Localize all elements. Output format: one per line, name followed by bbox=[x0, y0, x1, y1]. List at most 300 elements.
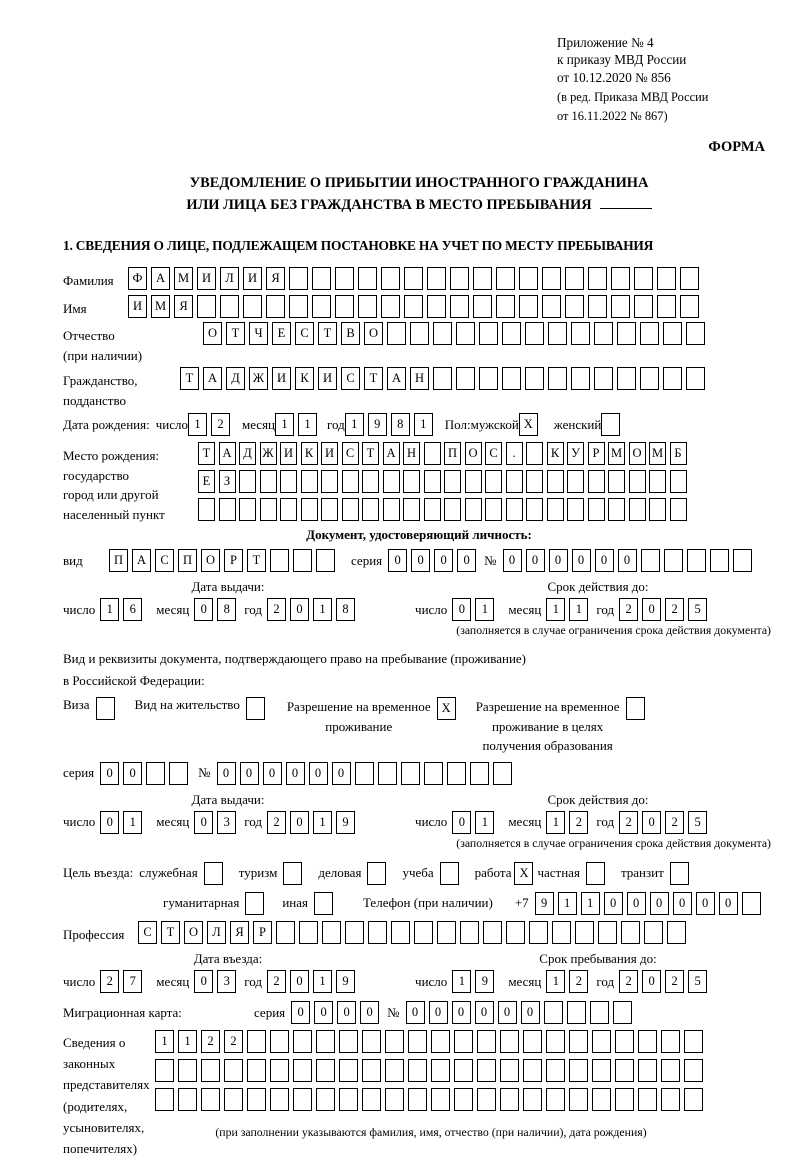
char-cell[interactable]: 0 bbox=[411, 549, 430, 572]
char-cell[interactable] bbox=[617, 367, 636, 390]
char-cell[interactable] bbox=[465, 470, 482, 493]
char-cell[interactable]: 0 bbox=[388, 549, 407, 572]
char-cell[interactable] bbox=[219, 498, 236, 521]
char-cell[interactable]: К bbox=[301, 442, 318, 465]
char-cell[interactable]: 0 bbox=[627, 892, 646, 915]
char-cell[interactable] bbox=[403, 470, 420, 493]
char-cell[interactable] bbox=[383, 498, 400, 521]
char-cell[interactable]: 9 bbox=[336, 811, 355, 834]
char-cell[interactable] bbox=[460, 921, 479, 944]
char-cell[interactable]: 3 bbox=[217, 970, 236, 993]
char-cell[interactable]: 0 bbox=[290, 811, 309, 834]
char-cell[interactable] bbox=[526, 470, 543, 493]
char-cell[interactable] bbox=[613, 1001, 632, 1024]
char-cell[interactable]: 0 bbox=[309, 762, 328, 785]
char-cell[interactable] bbox=[473, 267, 492, 290]
char-cell[interactable]: Т bbox=[318, 322, 337, 345]
char-cell[interactable] bbox=[198, 498, 215, 521]
char-cell[interactable]: 1 bbox=[178, 1030, 197, 1053]
char-cell[interactable] bbox=[569, 1030, 588, 1053]
char-cell[interactable] bbox=[621, 921, 640, 944]
char-cell[interactable]: 0 bbox=[263, 762, 282, 785]
char-cell[interactable]: 0 bbox=[434, 549, 453, 572]
char-cell[interactable] bbox=[500, 1088, 519, 1111]
char-cell[interactable]: И bbox=[321, 442, 338, 465]
char-cell[interactable] bbox=[381, 295, 400, 318]
char-cell[interactable] bbox=[454, 1059, 473, 1082]
char-cell[interactable]: 2 bbox=[569, 811, 588, 834]
char-cell[interactable] bbox=[567, 498, 584, 521]
char-cell[interactable]: 0 bbox=[452, 811, 471, 834]
char-cell[interactable] bbox=[169, 762, 188, 785]
char-cell[interactable]: 2 bbox=[224, 1030, 243, 1053]
char-cell[interactable]: Ж bbox=[260, 442, 277, 465]
char-cell[interactable] bbox=[644, 921, 663, 944]
char-cell[interactable]: М bbox=[649, 442, 666, 465]
char-cell[interactable] bbox=[634, 267, 653, 290]
char-cell[interactable]: 9 bbox=[368, 413, 387, 436]
char-cell[interactable] bbox=[626, 697, 645, 720]
char-cell[interactable]: А bbox=[151, 267, 170, 290]
char-cell[interactable] bbox=[546, 1059, 565, 1082]
char-cell[interactable]: 0 bbox=[314, 1001, 333, 1024]
char-cell[interactable] bbox=[450, 295, 469, 318]
char-cell[interactable]: 9 bbox=[336, 970, 355, 993]
char-cell[interactable] bbox=[378, 762, 397, 785]
char-cell[interactable] bbox=[355, 762, 374, 785]
char-cell[interactable] bbox=[733, 549, 752, 572]
char-cell[interactable] bbox=[649, 498, 666, 521]
char-cell[interactable]: Т bbox=[180, 367, 199, 390]
char-cell[interactable]: 1 bbox=[569, 598, 588, 621]
char-cell[interactable] bbox=[385, 1030, 404, 1053]
char-cell[interactable] bbox=[542, 267, 561, 290]
char-cell[interactable] bbox=[657, 295, 676, 318]
char-cell[interactable] bbox=[260, 470, 277, 493]
char-cell[interactable]: А bbox=[383, 442, 400, 465]
char-cell[interactable] bbox=[588, 498, 605, 521]
char-cell[interactable]: 1 bbox=[414, 413, 433, 436]
char-cell[interactable] bbox=[433, 367, 452, 390]
char-cell[interactable] bbox=[276, 921, 295, 944]
char-cell[interactable] bbox=[427, 295, 446, 318]
char-cell[interactable]: О bbox=[629, 442, 646, 465]
char-cell[interactable] bbox=[316, 549, 335, 572]
char-cell[interactable]: И bbox=[128, 295, 147, 318]
char-cell[interactable] bbox=[201, 1088, 220, 1111]
char-cell[interactable]: Т bbox=[226, 322, 245, 345]
char-cell[interactable] bbox=[362, 498, 379, 521]
char-cell[interactable] bbox=[670, 470, 687, 493]
char-cell[interactable] bbox=[742, 892, 761, 915]
char-cell[interactable]: 0 bbox=[452, 598, 471, 621]
char-cell[interactable]: 1 bbox=[558, 892, 577, 915]
char-cell[interactable] bbox=[408, 1030, 427, 1053]
char-cell[interactable] bbox=[567, 470, 584, 493]
char-cell[interactable]: О bbox=[201, 549, 220, 572]
char-cell[interactable] bbox=[314, 892, 333, 915]
char-cell[interactable] bbox=[385, 1088, 404, 1111]
char-cell[interactable] bbox=[552, 921, 571, 944]
char-cell[interactable]: 1 bbox=[546, 970, 565, 993]
char-cell[interactable] bbox=[502, 367, 521, 390]
char-cell[interactable]: 1 bbox=[475, 811, 494, 834]
char-cell[interactable]: Р bbox=[253, 921, 272, 944]
char-cell[interactable]: 0 bbox=[360, 1001, 379, 1024]
char-cell[interactable] bbox=[641, 549, 660, 572]
char-cell[interactable] bbox=[456, 322, 475, 345]
char-cell[interactable] bbox=[301, 470, 318, 493]
char-cell[interactable]: 2 bbox=[267, 598, 286, 621]
char-cell[interactable] bbox=[548, 322, 567, 345]
char-cell[interactable] bbox=[663, 322, 682, 345]
char-cell[interactable] bbox=[483, 921, 502, 944]
char-cell[interactable]: О bbox=[184, 921, 203, 944]
char-cell[interactable] bbox=[444, 470, 461, 493]
char-cell[interactable]: 2 bbox=[665, 970, 684, 993]
char-cell[interactable] bbox=[547, 470, 564, 493]
char-cell[interactable]: 0 bbox=[618, 549, 637, 572]
char-cell[interactable] bbox=[684, 1088, 703, 1111]
char-cell[interactable]: С bbox=[485, 442, 502, 465]
char-cell[interactable] bbox=[335, 267, 354, 290]
char-cell[interactable] bbox=[414, 921, 433, 944]
char-cell[interactable]: 0 bbox=[452, 1001, 471, 1024]
char-cell[interactable]: О bbox=[203, 322, 222, 345]
char-cell[interactable] bbox=[526, 442, 543, 465]
char-cell[interactable] bbox=[220, 295, 239, 318]
char-cell[interactable] bbox=[664, 549, 683, 572]
char-cell[interactable] bbox=[293, 549, 312, 572]
char-cell[interactable]: 9 bbox=[535, 892, 554, 915]
char-cell[interactable] bbox=[204, 862, 223, 885]
char-cell[interactable] bbox=[403, 498, 420, 521]
char-cell[interactable] bbox=[687, 549, 706, 572]
char-cell[interactable]: Л bbox=[207, 921, 226, 944]
char-cell[interactable]: М bbox=[608, 442, 625, 465]
char-cell[interactable]: Я bbox=[174, 295, 193, 318]
char-cell[interactable] bbox=[523, 1030, 542, 1053]
char-cell[interactable] bbox=[617, 322, 636, 345]
char-cell[interactable]: 0 bbox=[642, 970, 661, 993]
char-cell[interactable] bbox=[686, 367, 705, 390]
char-cell[interactable] bbox=[456, 367, 475, 390]
char-cell[interactable]: 1 bbox=[100, 598, 119, 621]
char-cell[interactable] bbox=[598, 921, 617, 944]
char-cell[interactable] bbox=[470, 762, 489, 785]
char-cell[interactable] bbox=[367, 862, 386, 885]
char-cell[interactable]: 0 bbox=[650, 892, 669, 915]
char-cell[interactable] bbox=[440, 862, 459, 885]
char-cell[interactable] bbox=[270, 1030, 289, 1053]
char-cell[interactable]: Т bbox=[362, 442, 379, 465]
char-cell[interactable]: 1 bbox=[275, 413, 294, 436]
char-cell[interactable] bbox=[247, 1030, 266, 1053]
char-cell[interactable] bbox=[178, 1059, 197, 1082]
char-cell[interactable]: 0 bbox=[194, 598, 213, 621]
char-cell[interactable] bbox=[424, 442, 441, 465]
char-cell[interactable]: К bbox=[547, 442, 564, 465]
char-cell[interactable] bbox=[321, 470, 338, 493]
char-cell[interactable] bbox=[408, 1088, 427, 1111]
char-cell[interactable]: 0 bbox=[549, 549, 568, 572]
char-cell[interactable] bbox=[526, 498, 543, 521]
char-cell[interactable]: 8 bbox=[336, 598, 355, 621]
char-cell[interactable] bbox=[485, 470, 502, 493]
char-cell[interactable] bbox=[502, 322, 521, 345]
char-cell[interactable]: 1 bbox=[313, 598, 332, 621]
char-cell[interactable] bbox=[670, 498, 687, 521]
char-cell[interactable] bbox=[316, 1088, 335, 1111]
char-cell[interactable] bbox=[280, 498, 297, 521]
char-cell[interactable]: Ф bbox=[128, 267, 147, 290]
char-cell[interactable]: Р bbox=[224, 549, 243, 572]
char-cell[interactable]: 2 bbox=[100, 970, 119, 993]
char-cell[interactable]: В bbox=[341, 322, 360, 345]
char-cell[interactable] bbox=[588, 295, 607, 318]
char-cell[interactable] bbox=[465, 498, 482, 521]
char-cell[interactable] bbox=[684, 1059, 703, 1082]
char-cell[interactable]: И bbox=[197, 267, 216, 290]
char-cell[interactable] bbox=[496, 295, 515, 318]
char-cell[interactable]: И bbox=[243, 267, 262, 290]
char-cell[interactable]: О bbox=[465, 442, 482, 465]
char-cell[interactable] bbox=[500, 1059, 519, 1082]
char-cell[interactable] bbox=[506, 921, 525, 944]
char-cell[interactable] bbox=[485, 498, 502, 521]
char-cell[interactable] bbox=[362, 1030, 381, 1053]
char-cell[interactable] bbox=[280, 470, 297, 493]
char-cell[interactable]: 7 bbox=[123, 970, 142, 993]
char-cell[interactable] bbox=[299, 921, 318, 944]
char-cell[interactable] bbox=[433, 322, 452, 345]
char-cell[interactable]: Ж bbox=[249, 367, 268, 390]
char-cell[interactable] bbox=[640, 322, 659, 345]
char-cell[interactable]: Р bbox=[588, 442, 605, 465]
char-cell[interactable] bbox=[383, 470, 400, 493]
char-cell[interactable]: Н bbox=[410, 367, 429, 390]
char-cell[interactable] bbox=[345, 921, 364, 944]
char-cell[interactable] bbox=[427, 267, 446, 290]
char-cell[interactable] bbox=[358, 295, 377, 318]
char-cell[interactable]: Д bbox=[239, 442, 256, 465]
char-cell[interactable]: 0 bbox=[194, 811, 213, 834]
char-cell[interactable]: С bbox=[295, 322, 314, 345]
char-cell[interactable]: У bbox=[567, 442, 584, 465]
char-cell[interactable] bbox=[437, 921, 456, 944]
char-cell[interactable]: 5 bbox=[688, 811, 707, 834]
char-cell[interactable]: Т bbox=[161, 921, 180, 944]
char-cell[interactable]: Л bbox=[220, 267, 239, 290]
char-cell[interactable] bbox=[408, 1059, 427, 1082]
char-cell[interactable]: 0 bbox=[498, 1001, 517, 1024]
char-cell[interactable] bbox=[523, 1088, 542, 1111]
char-cell[interactable] bbox=[321, 498, 338, 521]
char-cell[interactable]: С bbox=[341, 367, 360, 390]
char-cell[interactable]: 8 bbox=[217, 598, 236, 621]
char-cell[interactable] bbox=[544, 1001, 563, 1024]
char-cell[interactable] bbox=[547, 498, 564, 521]
char-cell[interactable] bbox=[342, 470, 359, 493]
char-cell[interactable]: Б bbox=[670, 442, 687, 465]
char-cell[interactable] bbox=[611, 295, 630, 318]
char-cell[interactable] bbox=[247, 1088, 266, 1111]
char-cell[interactable] bbox=[404, 295, 423, 318]
char-cell[interactable]: Т bbox=[364, 367, 383, 390]
char-cell[interactable] bbox=[362, 470, 379, 493]
char-cell[interactable]: 1 bbox=[188, 413, 207, 436]
char-cell[interactable]: Е bbox=[272, 322, 291, 345]
char-cell[interactable] bbox=[565, 295, 584, 318]
char-cell[interactable] bbox=[608, 470, 625, 493]
char-cell[interactable] bbox=[649, 470, 666, 493]
char-cell[interactable] bbox=[178, 1088, 197, 1111]
char-cell[interactable]: Я bbox=[230, 921, 249, 944]
char-cell[interactable]: А bbox=[132, 549, 151, 572]
char-cell[interactable] bbox=[638, 1088, 657, 1111]
char-cell[interactable] bbox=[301, 498, 318, 521]
char-cell[interactable] bbox=[96, 697, 115, 720]
char-cell[interactable] bbox=[387, 322, 406, 345]
char-cell[interactable] bbox=[404, 267, 423, 290]
char-cell[interactable] bbox=[710, 549, 729, 572]
char-cell[interactable]: 2 bbox=[267, 970, 286, 993]
char-cell[interactable] bbox=[362, 1059, 381, 1082]
char-cell[interactable] bbox=[615, 1030, 634, 1053]
char-cell[interactable]: 2 bbox=[201, 1030, 220, 1053]
char-cell[interactable] bbox=[410, 322, 429, 345]
char-cell[interactable] bbox=[590, 1001, 609, 1024]
char-cell[interactable]: 0 bbox=[521, 1001, 540, 1024]
char-cell[interactable] bbox=[477, 1030, 496, 1053]
char-cell[interactable] bbox=[368, 921, 387, 944]
char-cell[interactable]: 0 bbox=[290, 970, 309, 993]
char-cell[interactable]: Е bbox=[198, 470, 215, 493]
char-cell[interactable] bbox=[362, 1088, 381, 1111]
char-cell[interactable] bbox=[519, 295, 538, 318]
char-cell[interactable] bbox=[385, 1059, 404, 1082]
char-cell[interactable]: Т bbox=[198, 442, 215, 465]
char-cell[interactable] bbox=[424, 498, 441, 521]
char-cell[interactable]: 3 bbox=[217, 811, 236, 834]
char-cell[interactable] bbox=[270, 549, 289, 572]
char-cell[interactable] bbox=[588, 267, 607, 290]
char-cell[interactable]: 0 bbox=[290, 598, 309, 621]
char-cell[interactable]: Н bbox=[403, 442, 420, 465]
char-cell[interactable] bbox=[431, 1059, 450, 1082]
char-cell[interactable] bbox=[592, 1030, 611, 1053]
char-cell[interactable] bbox=[629, 498, 646, 521]
char-cell[interactable] bbox=[454, 1030, 473, 1053]
char-cell[interactable] bbox=[339, 1059, 358, 1082]
char-cell[interactable] bbox=[529, 921, 548, 944]
char-cell[interactable] bbox=[686, 322, 705, 345]
char-cell[interactable]: 0 bbox=[291, 1001, 310, 1024]
char-cell[interactable]: К bbox=[295, 367, 314, 390]
char-cell[interactable] bbox=[224, 1088, 243, 1111]
char-cell[interactable] bbox=[289, 295, 308, 318]
char-cell[interactable] bbox=[245, 892, 264, 915]
char-cell[interactable]: 8 bbox=[391, 413, 410, 436]
char-cell[interactable] bbox=[197, 295, 216, 318]
char-cell[interactable]: П bbox=[178, 549, 197, 572]
char-cell[interactable] bbox=[680, 295, 699, 318]
char-cell[interactable]: 0 bbox=[240, 762, 259, 785]
char-cell[interactable]: 0 bbox=[123, 762, 142, 785]
char-cell[interactable]: 2 bbox=[569, 970, 588, 993]
char-cell[interactable]: 0 bbox=[642, 598, 661, 621]
char-cell[interactable]: П bbox=[444, 442, 461, 465]
char-cell[interactable]: 0 bbox=[673, 892, 692, 915]
char-cell[interactable] bbox=[447, 762, 466, 785]
char-cell[interactable]: 1 bbox=[581, 892, 600, 915]
char-cell[interactable] bbox=[431, 1030, 450, 1053]
char-cell[interactable] bbox=[155, 1059, 174, 1082]
char-cell[interactable] bbox=[224, 1059, 243, 1082]
char-cell[interactable] bbox=[312, 267, 331, 290]
char-cell[interactable]: 2 bbox=[619, 970, 638, 993]
char-cell[interactable]: X bbox=[514, 862, 533, 885]
char-cell[interactable]: С bbox=[342, 442, 359, 465]
char-cell[interactable] bbox=[339, 1088, 358, 1111]
char-cell[interactable] bbox=[479, 367, 498, 390]
char-cell[interactable]: С bbox=[155, 549, 174, 572]
char-cell[interactable]: 0 bbox=[457, 549, 476, 572]
char-cell[interactable] bbox=[569, 1088, 588, 1111]
char-cell[interactable]: 1 bbox=[345, 413, 364, 436]
char-cell[interactable]: 2 bbox=[619, 598, 638, 621]
char-cell[interactable]: З bbox=[219, 470, 236, 493]
char-cell[interactable]: 0 bbox=[337, 1001, 356, 1024]
char-cell[interactable] bbox=[266, 295, 285, 318]
char-cell[interactable]: . bbox=[506, 442, 523, 465]
char-cell[interactable] bbox=[146, 762, 165, 785]
char-cell[interactable] bbox=[424, 470, 441, 493]
char-cell[interactable] bbox=[523, 1059, 542, 1082]
char-cell[interactable]: 2 bbox=[267, 811, 286, 834]
char-cell[interactable] bbox=[477, 1088, 496, 1111]
char-cell[interactable] bbox=[657, 267, 676, 290]
char-cell[interactable] bbox=[546, 1030, 565, 1053]
char-cell[interactable] bbox=[506, 498, 523, 521]
char-cell[interactable] bbox=[293, 1059, 312, 1082]
char-cell[interactable]: 0 bbox=[194, 970, 213, 993]
char-cell[interactable] bbox=[661, 1088, 680, 1111]
char-cell[interactable] bbox=[293, 1088, 312, 1111]
char-cell[interactable]: 1 bbox=[123, 811, 142, 834]
char-cell[interactable] bbox=[661, 1030, 680, 1053]
char-cell[interactable]: 1 bbox=[546, 811, 565, 834]
char-cell[interactable] bbox=[431, 1088, 450, 1111]
char-cell[interactable]: 1 bbox=[452, 970, 471, 993]
char-cell[interactable] bbox=[611, 267, 630, 290]
char-cell[interactable] bbox=[477, 1059, 496, 1082]
char-cell[interactable] bbox=[335, 295, 354, 318]
char-cell[interactable]: 2 bbox=[211, 413, 230, 436]
char-cell[interactable] bbox=[667, 921, 686, 944]
char-cell[interactable] bbox=[500, 1030, 519, 1053]
char-cell[interactable] bbox=[608, 498, 625, 521]
char-cell[interactable]: Д bbox=[226, 367, 245, 390]
char-cell[interactable]: Ч bbox=[249, 322, 268, 345]
char-cell[interactable] bbox=[246, 697, 265, 720]
char-cell[interactable] bbox=[270, 1088, 289, 1111]
char-cell[interactable] bbox=[473, 295, 492, 318]
char-cell[interactable]: С bbox=[138, 921, 157, 944]
char-cell[interactable] bbox=[571, 322, 590, 345]
char-cell[interactable] bbox=[588, 470, 605, 493]
char-cell[interactable]: И bbox=[318, 367, 337, 390]
